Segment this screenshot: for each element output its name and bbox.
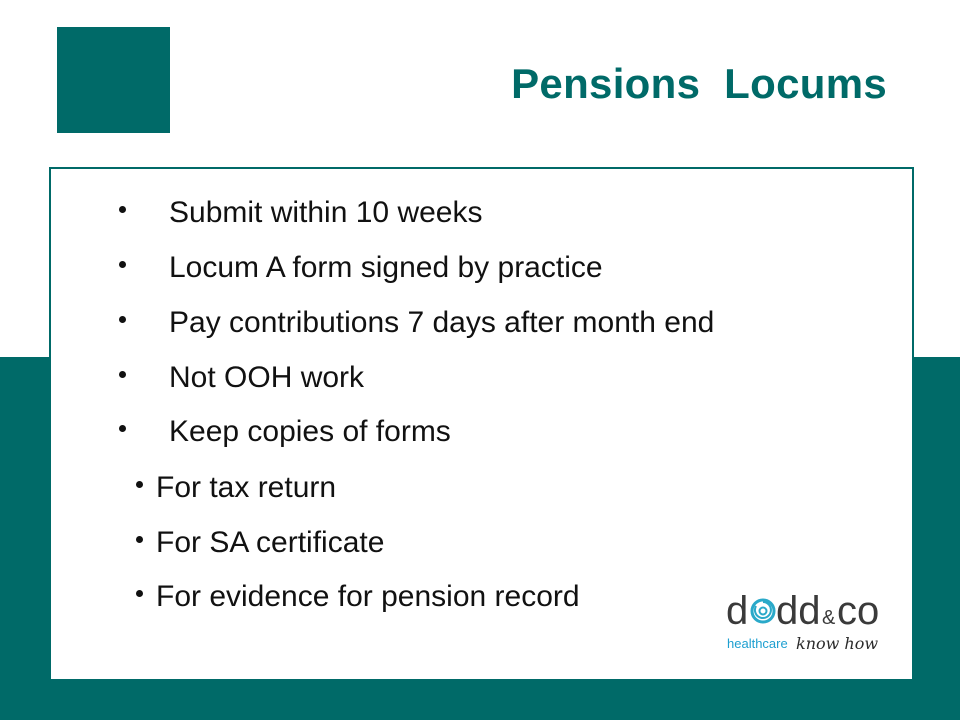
bullet-text: Keep copies of forms	[169, 415, 451, 448]
slide-title: Pensions Locums	[511, 60, 887, 107]
bullet-text: For SA certificate	[156, 526, 385, 559]
logo-letter-d: d	[726, 589, 749, 633]
bullet-dot-icon	[119, 261, 126, 268]
logo-swirl-icon	[752, 600, 774, 622]
logo-tagline-left: healthcare	[727, 636, 788, 651]
bullet-text: Submit within 10 weeks	[169, 196, 483, 229]
decorative-square	[57, 27, 170, 133]
bullet-dot-icon	[119, 316, 126, 323]
bullet-dot-icon	[136, 536, 143, 543]
bullet-dot-icon	[136, 481, 143, 488]
bullet-dot-icon	[119, 206, 126, 213]
logo-letters-dd: dd	[776, 589, 821, 633]
bullet-text: Not OOH work	[169, 361, 365, 394]
bullet-text: Locum A form signed by practice	[169, 251, 603, 284]
logo-ampersand: &	[822, 607, 836, 629]
bullet-text: For tax return	[156, 471, 337, 504]
logo-letters-co: co	[837, 589, 880, 633]
bullet-text: Pay contributions 7 days after month end	[169, 306, 715, 339]
logo-tagline-right: know how	[796, 634, 879, 653]
bullet-dot-icon	[136, 590, 143, 597]
bullet-text: For evidence for pension record	[156, 580, 580, 613]
bullet-dot-icon	[119, 371, 126, 378]
bullet-dot-icon	[119, 425, 126, 432]
dodd-co-logo	[724, 588, 894, 658]
